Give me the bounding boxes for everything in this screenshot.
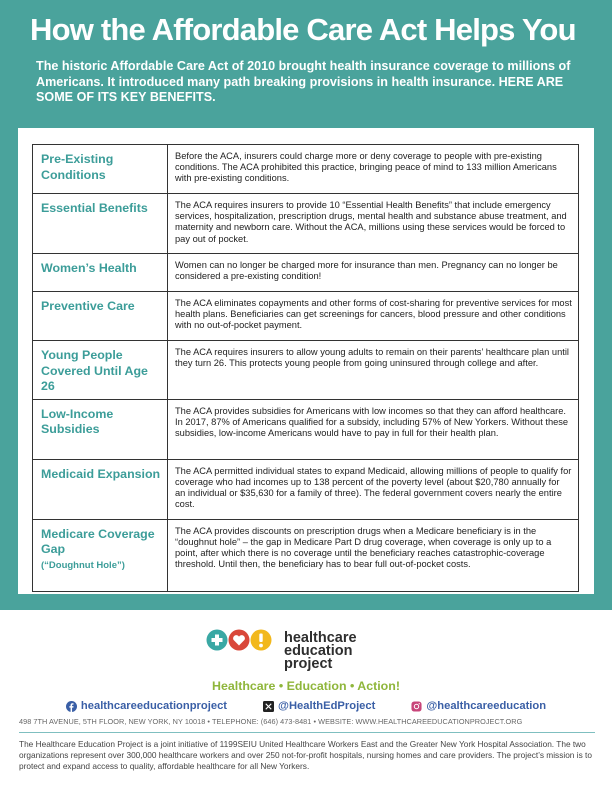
facebook-icon bbox=[66, 701, 77, 712]
exclamation-circle-icon bbox=[251, 630, 272, 651]
instagram-handle: @healthcareeducation bbox=[426, 700, 547, 712]
instagram-icon bbox=[411, 701, 422, 712]
benefit-description: Before the ACA, insurers could charge more or deny coverage to people with pre-existing conditions. The ACA prohibited this practice, bringing peace of mind to 133 million Americans with pre-existing conditions. bbox=[168, 145, 579, 194]
twitter-icon bbox=[263, 701, 274, 712]
benefit-term-text: Essential Benefits bbox=[41, 201, 148, 215]
benefit-description: The ACA requires insurers to allow young adults to remain on their parents’ healthcare plan until they turn 26. This protects young people from going uninsured through college and after. bbox=[168, 341, 579, 400]
benefit-term bbox=[33, 399, 168, 459]
table-row bbox=[33, 145, 579, 194]
facebook-link[interactable] bbox=[66, 698, 227, 714]
heart-circle-icon bbox=[229, 630, 250, 651]
social-links bbox=[0, 698, 612, 714]
benefit-description: The ACA requires insurers to provide 10 “Essential Health Benefits” that include emergency services, hospitalization, prescription drugs, mental health and substance abuse treatment, and maternity and newborn care. Without the ACA, millions using these services would be forced to pay out of pocket. bbox=[168, 194, 579, 254]
contact-address: 498 7TH AVENUE, 5TH FLOOR, NEW YORK, NY 10018 • TELEPHONE: (646) 473-8481 • WEBSITE: WWW.HEALTHCAREEDUCATIONPROJECT.ORG bbox=[19, 717, 523, 726]
intro-callout: HERE ARE SOME OF ITS KEY BENEFITS. bbox=[36, 74, 564, 104]
benefit-term-text: Medicare Coverage Gap bbox=[41, 526, 155, 557]
benefit-term-text: Pre-Existing Conditions bbox=[41, 152, 114, 182]
footer-divider bbox=[19, 732, 595, 733]
benefit-term-text: Women’s Health bbox=[41, 261, 137, 275]
brand-line: healthcare bbox=[284, 630, 357, 646]
benefit-term bbox=[33, 254, 168, 292]
table-row bbox=[33, 341, 579, 400]
brand-name bbox=[284, 632, 357, 671]
twitter-handle: @HealthEdProject bbox=[278, 700, 376, 712]
table-row bbox=[33, 399, 579, 459]
benefit-term-text: Young People Covered Until Age 26 bbox=[41, 348, 148, 394]
benefit-term-text: Preventive Care bbox=[41, 299, 135, 313]
facebook-handle: healthcareeducationproject bbox=[80, 700, 228, 712]
benefit-term bbox=[33, 194, 168, 254]
page-title: How the Affordable Care Act Helps You bbox=[30, 12, 576, 47]
benefit-term bbox=[33, 145, 168, 194]
benefit-term bbox=[33, 341, 168, 400]
benefit-description: The ACA provides discounts on prescription drugs when a Medicare beneficiary is in the “doughnut hole” – the gap in Medicare Part D drug coverage, when coverage is only up to a point, after which there is no coverage until the beneficiary reaches catastrophic-coverage threshold. Until then, the beneficiary has to bear full out-of-pocket costs. bbox=[168, 519, 579, 591]
table-row bbox=[33, 519, 579, 591]
intro-text: The historic Affordable Care Act of 2010 brought health insurance coverage to millions of Americans. It introduced many path breaking provisions in health insurance. bbox=[36, 59, 571, 89]
benefit-description: Women can no longer be charged more for insurance than men. Pregnancy can no longer be considered a pre-existing condition! bbox=[168, 254, 579, 292]
benefits-table bbox=[32, 144, 579, 592]
logo-icons bbox=[206, 628, 276, 652]
benefit-term bbox=[33, 292, 168, 341]
table-row bbox=[33, 292, 579, 341]
benefit-description: The ACA provides subsidies for Americans with low incomes so that they can afford healthcare. In 2017, 87% of Americans qualified for a subsidy, including 57% of New Yorkers. Without these subsidies, low-income Americans would have to pay in full for their health plan. bbox=[168, 399, 579, 459]
benefit-term bbox=[33, 519, 168, 591]
benefits-panel bbox=[18, 128, 594, 594]
tagline: Healthcare • Education • Action! bbox=[212, 679, 400, 693]
brand-line: education bbox=[284, 643, 353, 659]
benefit-description: The ACA permitted individual states to expand Medicaid, allowing millions of people to qualify for coverage who had incomes up to 138 percent of the poverty level (about $20,780 annually for an individual or $35,630 for a family of three). The federal government covers nearly the entire cost. bbox=[168, 459, 579, 519]
about-paragraph: The Healthcare Education Project is a joint initiative of 1199SEIU United Healthcare Workers East and the Greater New York Hospital Association. The two organizations represent over 300,000 healthcare workers and over 250 not-for-profit hospitals, nursing homes and care providers. The project’s mission is to protect and expand access to quality, affordable healthcare for all New Yorkers. bbox=[19, 739, 592, 771]
brand-line: project bbox=[284, 656, 333, 672]
benefit-term bbox=[33, 459, 168, 519]
twitter-link[interactable] bbox=[263, 698, 375, 714]
organization-logo bbox=[206, 628, 406, 678]
intro-paragraph bbox=[36, 59, 581, 106]
benefit-term-text: Low-Income Subsidies bbox=[41, 406, 114, 437]
instagram-link[interactable] bbox=[411, 698, 546, 714]
benefit-term-note: (“Doughnut Hole”) bbox=[41, 559, 125, 571]
table-row bbox=[33, 194, 579, 254]
table-row bbox=[33, 459, 579, 519]
benefit-term-text: Medicaid Expansion bbox=[41, 466, 161, 481]
benefit-description: The ACA eliminates copayments and other forms of cost-sharing for preventive services for most health plans. Beneficiaries can get screenings for cancers, blood pressure and other conditions with no out-of-pocket payment. bbox=[168, 292, 579, 341]
plus-circle-icon bbox=[207, 630, 228, 651]
table-row bbox=[33, 254, 579, 292]
